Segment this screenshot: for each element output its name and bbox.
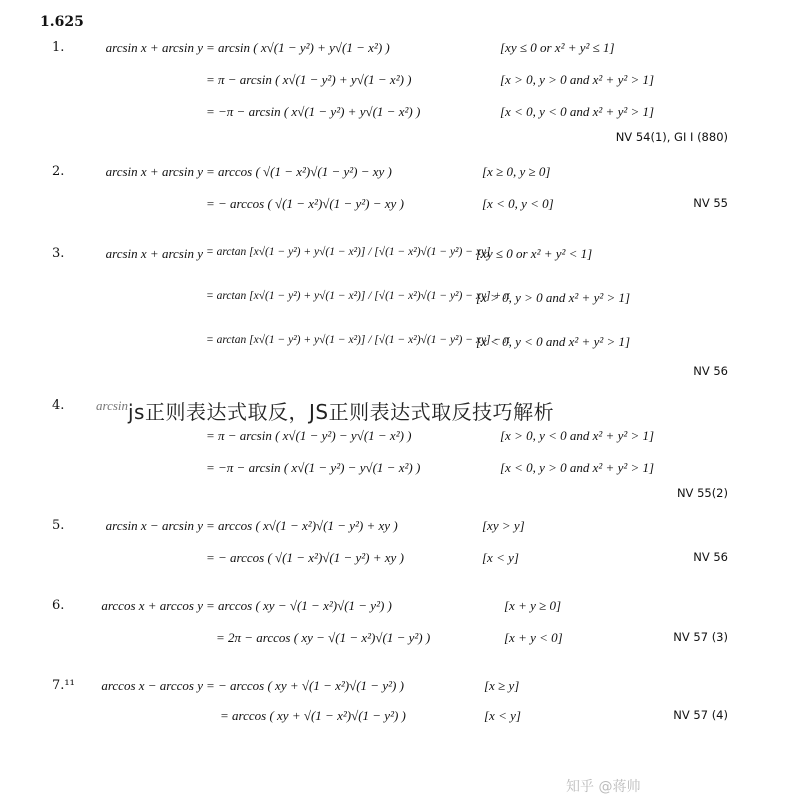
formula-5-number: 5. [52,518,65,533]
formula-5-lhs: arcsin x − arcsin y [105,518,203,533]
formula-6-rhs-2: = 2π − arccos ( xy − √(1 − x²)√(1 − y²) ) [216,630,431,645]
formula-3-reference: NV 56 [693,364,728,378]
formula-1-cond-1: [xy ≤ 0 or x² + y² ≤ 1] [500,40,615,55]
formula-4-cond-3: [x < 0, y > 0 and x² + y² > 1] [500,460,655,475]
formula-2-number: 2. [52,164,65,179]
formula-5-cond-1: [xy > y] [482,518,525,533]
formula-4-number: 4. [52,398,65,413]
formula-5-reference: NV 56 [693,550,728,564]
formula-4-cond-2: [x > 0, y < 0 and x² + y² > 1] [500,428,655,443]
formula-1-cond-3: [x < 0, y < 0 and x² + y² > 1] [500,104,655,119]
formula-2-cond-2: [x < 0, y < 0] [482,196,554,211]
formula-1-rhs-2: = π − arcsin ( x√(1 − y²) + y√(1 − x²) ) [206,72,412,87]
formula-5-rhs-1: = arccos ( x√(1 − x²)√(1 − y²) + xy ) [206,518,398,533]
formula-6-rhs-1: = arccos ( xy − √(1 − x²)√(1 − y²) ) [206,598,392,613]
formula-4-reference: NV 55(2) [676,486,728,500]
formula-3-rhs-2: = arctan [x√(1 − y²) + y√(1 − x²)] / [√(1 − x²)√(1 − y²) − xy] + π [206,290,510,302]
formula-1-rhs-1: = arcsin ( x√(1 − y²) + y√(1 − x²) ) [206,40,390,55]
watermark-credit: 知乎 @蒋帅 [566,779,641,795]
formula-6-cond-1: [x + y ≥ 0] [504,598,562,613]
formula-7-rhs-1: = − arccos ( xy + √(1 − x²)√(1 − y²) ) [206,678,404,693]
formula-4-rhs-2: = π − arcsin ( x√(1 − y²) − y√(1 − x²) ) [206,428,412,443]
formula-7-reference: NV 57 (4) [673,708,728,722]
formula-6-cond-2: [x + y < 0] [504,630,563,645]
formula-7-rhs-2: = arccos ( xy + √(1 − x²)√(1 − y²) ) [220,708,406,723]
formula-1-rhs-3: = −π − arcsin ( x√(1 − y²) + y√(1 − x²) ) [206,104,421,119]
formula-2-lhs: arcsin x + arcsin y [105,164,203,179]
formula-7-lhs: arccos x − arccos y [101,678,203,693]
formula-5-cond-2: [x < y] [482,550,519,565]
formula-4-lhs: arcsin [96,398,129,413]
formula-3-rhs-1: = arctan [x√(1 − y²) + y√(1 − x²)] / [√(1 − x²)√(1 − y²) − xy] [206,246,491,258]
formula-2-reference: NV 55 [693,196,728,210]
formula-7-number: 7.¹¹ [52,678,75,693]
section-number: 1.625 [40,14,84,30]
formula-3-cond-1: [xy ≤ 0 or x² + y² < 1] [476,246,593,261]
formula-3-number: 3. [52,246,65,261]
formula-5-rhs-2: = − arccos ( √(1 − x²)√(1 − y²) + xy ) [206,550,404,565]
formula-3-lhs: arcsin x + arcsin y [105,246,203,261]
formula-4-rhs-3: = −π − arcsin ( x√(1 − y²) − y√(1 − x²) ) [206,460,421,475]
formula-6-reference: NV 57 (3) [673,630,728,644]
formula-7-cond-1: [x ≥ y] [484,678,520,693]
overlay-caption: js正则表达式取反，JS正则表达式取反技巧解析 [128,396,554,425]
formula-1-lhs: arcsin x + arcsin y [105,40,203,55]
formula-2-rhs-1: = arccos ( √(1 − x²)√(1 − y²) − xy ) [206,164,392,179]
formula-6-lhs: arccos x + arccos y [101,598,203,613]
formula-2-cond-1: [x ≥ 0, y ≥ 0] [482,164,551,179]
formula-3-cond-3: [x < 0, y < 0 and x² + y² > 1] [476,334,631,349]
formula-2-rhs-2: = − arccos ( √(1 − x²)√(1 − y²) − xy ) [206,196,404,211]
formula-3-rhs-3: = arctan [x√(1 − y²) + y√(1 − x²)] / [√(1 − x²)√(1 − y²) − xy] − π [206,334,510,346]
formula-7-cond-2: [x < y] [484,708,521,723]
formula-3-cond-2: [x > 0, y > 0 and x² + y² > 1] [476,290,631,305]
formula-1-reference: NV 54(1), GI I (880) [615,130,728,144]
formula-1-cond-2: [x > 0, y > 0 and x² + y² > 1] [500,72,655,87]
formula-1-number: 1. [52,40,65,55]
formula-6-number: 6. [52,598,65,613]
